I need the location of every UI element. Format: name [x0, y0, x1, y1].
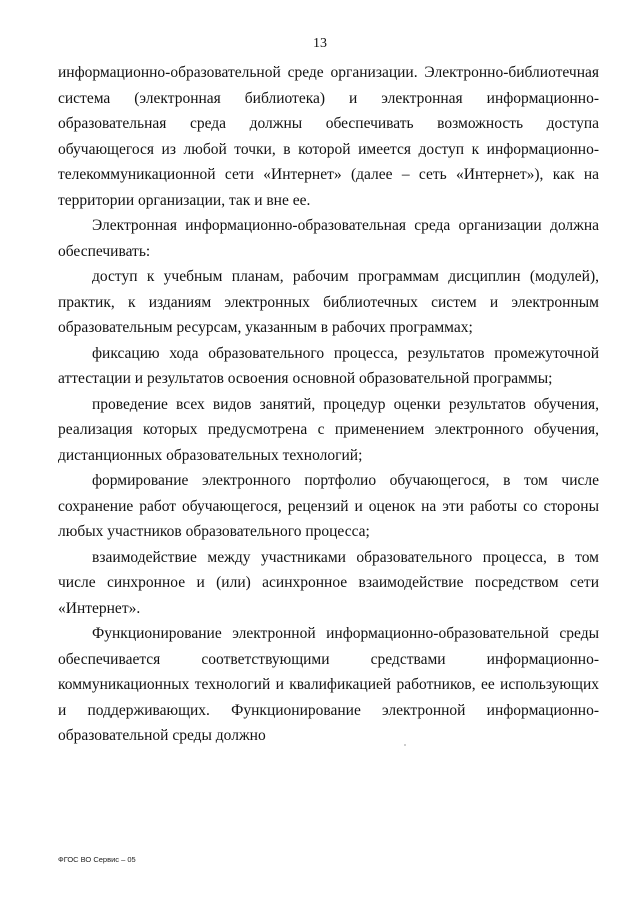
scan-speck	[404, 744, 406, 746]
footer-service-note: ФГОС ВО Сервис – 05	[58, 855, 136, 864]
page-number: 13	[313, 36, 327, 51]
paragraph-continuation: информационно-образовательной среде организации. Электронно-библиотечная система (электронная библиотека) и электронная информационно-образовательная среда должны обеспечивать возможность доступа обучающегося из любой точки, в которой имеется доступ к информационно-телекоммуникационной сети «Интернет» (далее – сеть «Интернет»), как на территории организации, так и вне ее.	[58, 64, 599, 209]
list-item-interaction: взаимодействие между участниками образовательного процесса, в том числе синхронное и (или) асинхронное взаимодействие посредством сети «Интернет».	[58, 548, 599, 617]
list-item-portfolio: формирование электронного портфолио обучающегося, в том числе сохранение работ обучающегося, рецензий и оценок на эти работы со стороны любых участников образовательного процесса;	[58, 472, 599, 540]
paragraph-eios-requirements: Электронная информационно-образовательная среда организации должна обеспечивать:	[58, 217, 599, 260]
paragraph-functioning: Функционирование электронной информационно-образовательной среды обеспечивается соответствующими средствами информационно-коммуникационных технологий и квалификацией работников, ее использующих и поддерживающих. Функционирование электронной информационно-образовательной среды должно	[58, 625, 599, 744]
list-item-recording: фиксацию хода образовательного процесса, результатов промежуточной аттестации и результатов освоения основной образовательной программы;	[58, 344, 599, 387]
list-item-classes: проведение всех видов занятий, процедур оценки результатов обучения, реализация которых предусмотрена с применением электронного обучения, дистанционных образовательных технологий;	[58, 395, 599, 464]
body-text	[58, 60, 599, 749]
list-item-access: доступ к учебным планам, рабочим программам дисциплин (модулей), практик, к изданиям электронных библиотечных систем и электронным образовательным ресурсам, указанным в рабочих программах;	[58, 268, 599, 336]
